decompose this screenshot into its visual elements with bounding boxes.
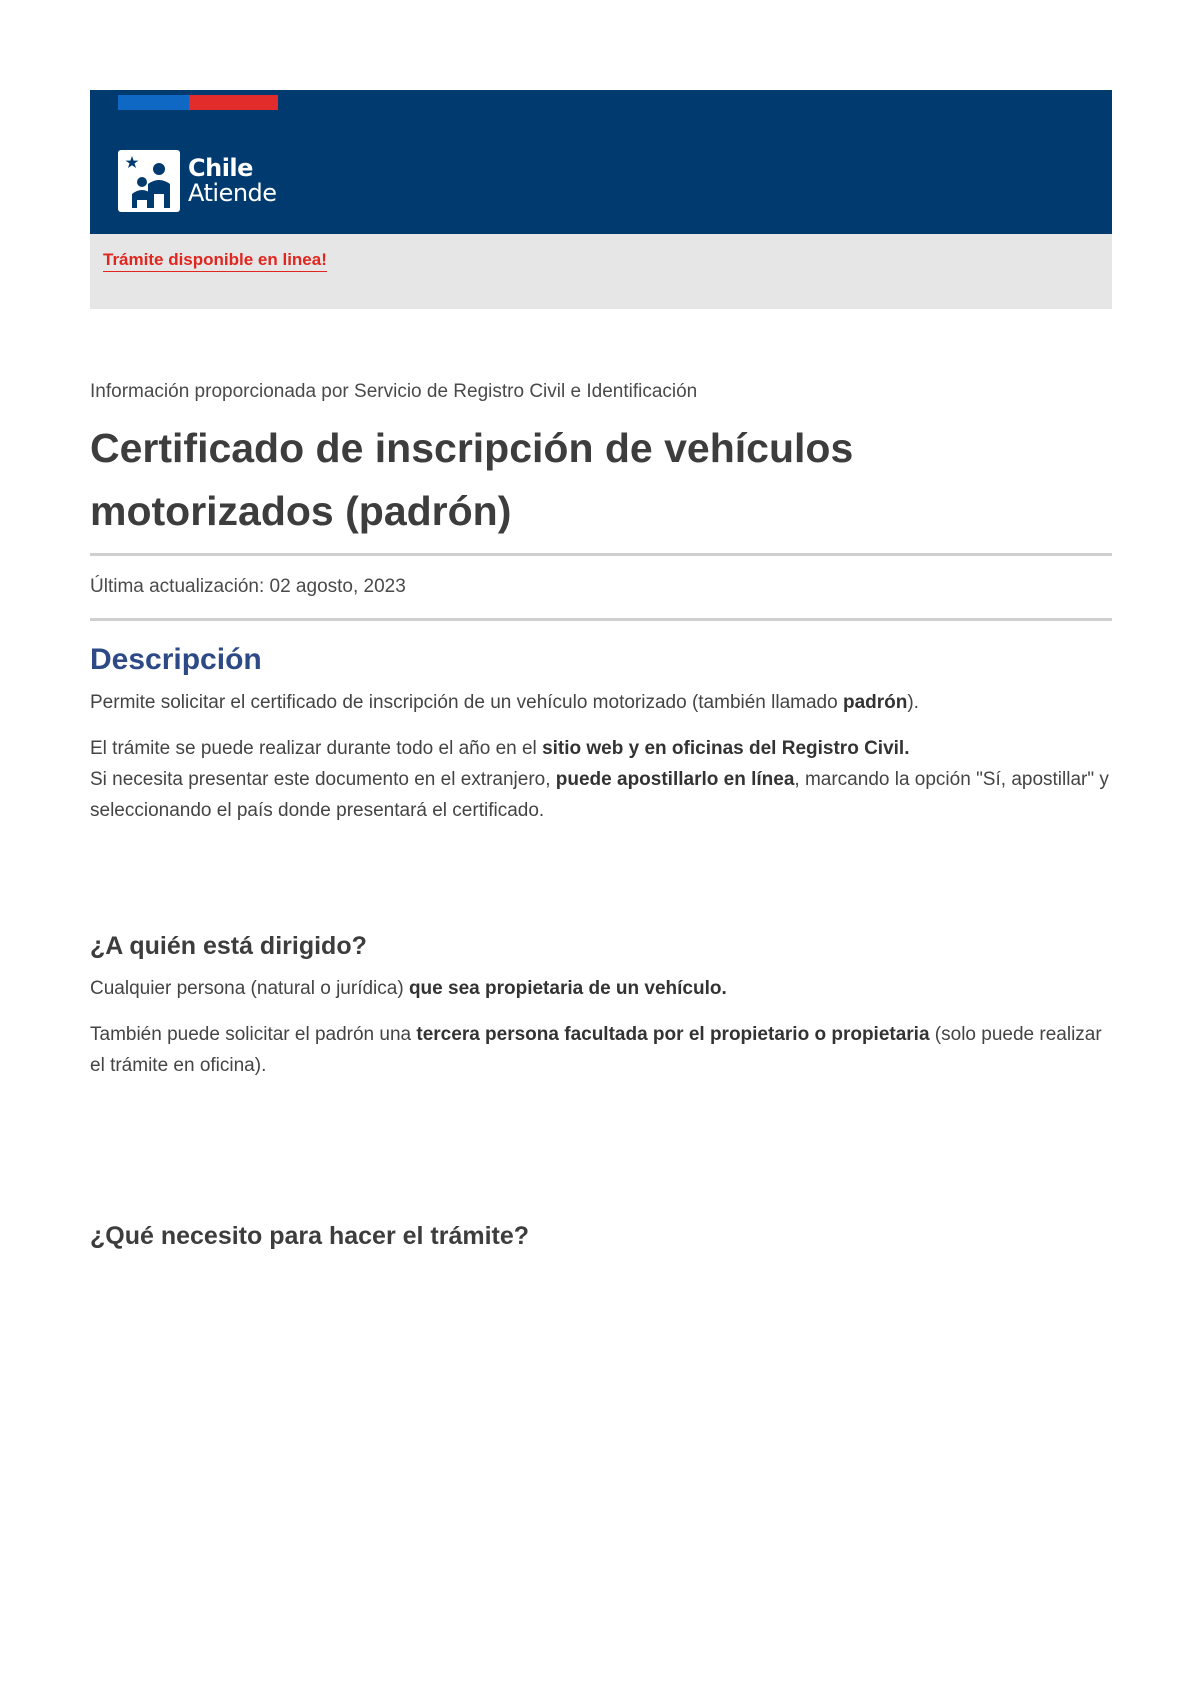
who-paragraph-2 (90, 1019, 1112, 1081)
last-update-text: Última actualización: 02 agosto, 2023 (90, 576, 406, 597)
text-span: También puede solicitar el padrón una (90, 1024, 417, 1045)
chileatiende-logo[interactable] (118, 150, 277, 212)
description-heading: Descripción (90, 643, 262, 676)
page-title: Certificado de inscripción de vehículos motorizados (padrón) (90, 425, 854, 534)
title-divider (90, 553, 1112, 556)
requirements-heading: ¿Qué necesito para hacer el trámite? (90, 1222, 530, 1250)
bold-span: puede apostillarlo en línea (555, 769, 795, 790)
who-paragraph-1 (90, 973, 1112, 1004)
bold-span: tercera persona facultada por el propietario o propietaria (416, 1024, 930, 1045)
update-divider (90, 618, 1112, 621)
online-procedure-link[interactable]: Trámite disponible en linea! (103, 250, 327, 272)
document-page (90, 90, 1112, 1251)
description-paragraph-2 (90, 733, 1112, 826)
text-span: (solo puede realizar el trámite en oficina). (90, 1024, 1102, 1076)
flag-stripe (118, 95, 278, 110)
text-span: El trámite se puede realizar durante todo el año en el (90, 738, 543, 759)
logo-line1: Chile (188, 154, 253, 182)
online-notice-bar (90, 234, 1112, 309)
logo-line2: Atiende (188, 179, 277, 207)
family-icon (118, 150, 180, 212)
flag-stripe-blue (118, 95, 189, 110)
text-span: Cualquier persona (natural o jurídica) (90, 978, 409, 999)
bold-span: sitio web y en oficinas del Registro Civil. (542, 738, 910, 759)
bold-span: padrón (842, 692, 908, 713)
text-span: Si necesita presentar este documento en el extranjero, (90, 769, 556, 790)
who-heading: ¿A quién está dirigido? (90, 932, 367, 960)
flag-stripe-red (189, 95, 278, 110)
text-span: Permite solicitar el certificado de inscripción de un vehículo motorizado (también llamado (90, 692, 843, 713)
text-span: ). (907, 692, 919, 713)
description-paragraph-1 (90, 687, 1112, 718)
provided-by-text: Información proporcionada por Servicio de Registro Civil e Identificación (90, 381, 698, 402)
logo-text (188, 156, 277, 206)
site-header (90, 90, 1112, 234)
bold-span: que sea propietaria de un vehículo. (408, 978, 727, 999)
text-span: , marcando la opción "Sí, apostillar" y seleccionando el país donde presentará el certificado. (90, 769, 1109, 821)
